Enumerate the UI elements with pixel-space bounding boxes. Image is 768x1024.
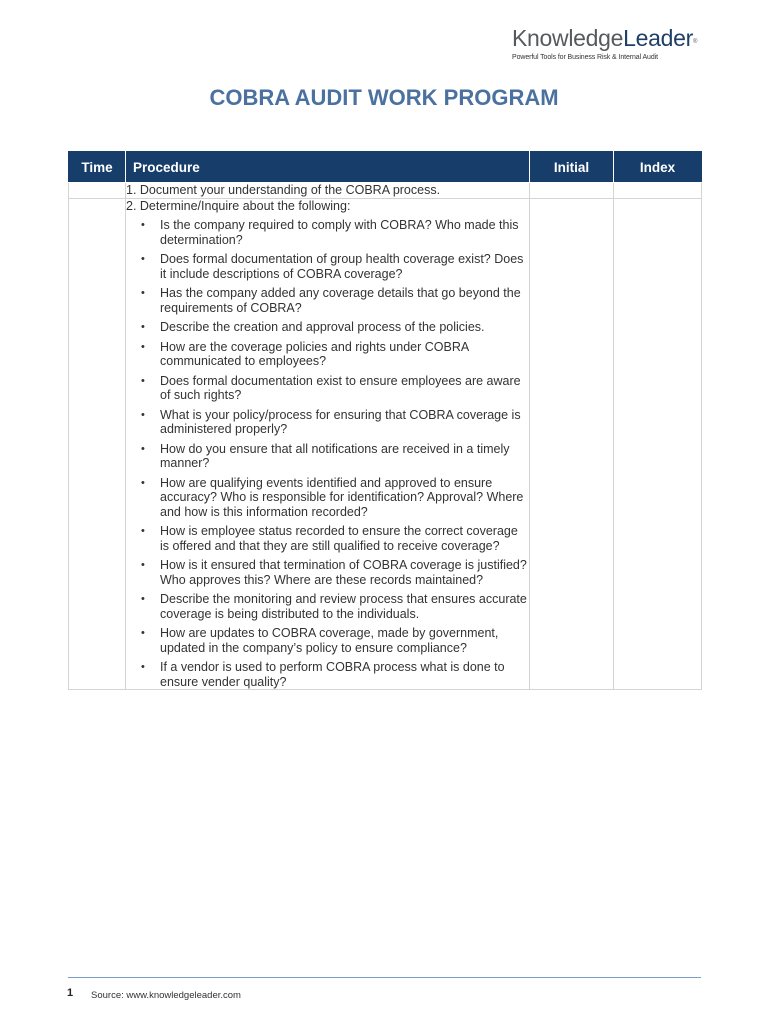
- list-item-text: How are updates to COBRA coverage, made by government, updated in the company’s policy to ensure compliance?: [160, 626, 499, 655]
- column-header-initial: Initial: [530, 152, 614, 183]
- list-item: [126, 442, 529, 471]
- bullet-dot: •: [141, 525, 145, 537]
- bullet-dot: •: [141, 627, 145, 639]
- index-cell[interactable]: [614, 183, 702, 199]
- list-item-text: What is your policy/process for ensuring that COBRA coverage is administered properly?: [160, 407, 521, 436]
- column-header-index: Index: [614, 152, 702, 183]
- list-item-text: If a vendor is used to perform COBRA process what is done to ensure vender quality?: [160, 660, 505, 689]
- bullet-dot: •: [141, 253, 145, 265]
- index-cell[interactable]: [614, 199, 702, 690]
- footer-divider: [68, 977, 701, 978]
- list-item-text: Is the company required to comply with COBRA? Who made this determination?: [160, 218, 519, 247]
- procedure-cell: [126, 183, 530, 199]
- list-item-text: How are the coverage policies and rights under COBRA communicated to employees?: [160, 339, 469, 368]
- initial-cell[interactable]: [530, 183, 614, 199]
- bullet-dot: •: [141, 559, 145, 571]
- column-header-time: Time: [69, 152, 126, 183]
- list-item: [126, 340, 529, 369]
- bullet-dot: •: [141, 593, 145, 605]
- list-item-text: Describe the monitoring and review process that ensures accurate coverage is being distributed to the individuals.: [160, 592, 527, 621]
- bullet-dot: •: [141, 340, 145, 353]
- table-row: [69, 199, 702, 690]
- list-item: [126, 218, 529, 247]
- list-item: [126, 320, 529, 335]
- page-number: 1: [67, 987, 74, 999]
- time-cell[interactable]: [69, 199, 126, 690]
- procedure-step-1: 1. Document your understanding of the COBRA process.: [126, 183, 441, 197]
- work-program-table: [68, 151, 702, 690]
- bullet-dot: •: [141, 321, 145, 333]
- bullet-dot: •: [141, 287, 145, 299]
- column-header-procedure: Procedure: [126, 152, 530, 183]
- inquiry-list: [126, 218, 529, 689]
- list-item-text: Does formal documentation exist to ensure employees are aware of such rights?: [160, 373, 521, 402]
- list-item-text: How do you ensure that all notifications are received in a timely manner?: [160, 441, 510, 470]
- table-row: [69, 183, 702, 199]
- list-item: [126, 592, 529, 621]
- list-item: [126, 524, 529, 553]
- list-item: [126, 408, 529, 437]
- bullet-dot: •: [141, 661, 145, 673]
- logo-registered-mark: ®: [692, 39, 698, 45]
- source-note: Source: www.knowledgeleader.com: [91, 990, 241, 1001]
- logo-word-leader: Leader: [623, 25, 693, 51]
- table-header-row: [69, 152, 702, 183]
- list-item: [126, 626, 529, 655]
- logo-word-knowledge: Knowledge: [512, 25, 624, 51]
- bullet-dot: •: [141, 374, 145, 387]
- list-item: [126, 286, 529, 315]
- document-title: COBRA AUDIT WORK PROGRAM: [209, 85, 559, 110]
- list-item-text: How are qualifying events identified and approved to ensure accuracy? Who is responsible for identification? Approval? Where and how is this information recorded?: [160, 475, 524, 519]
- procedure-step-2: 2. Determine/Inquire about the following:: [126, 199, 351, 213]
- logo-tagline: Powerful Tools for Business Risk & Internal Audit: [512, 54, 658, 61]
- logo-wordmark: [512, 24, 712, 52]
- list-item: [126, 252, 529, 281]
- list-item-text: Describe the creation and approval process of the policies.: [160, 320, 485, 334]
- list-item: [126, 476, 529, 520]
- initial-cell[interactable]: [530, 199, 614, 690]
- bullet-dot: •: [141, 408, 145, 421]
- list-item-text: How is employee status recorded to ensure the correct coverage is offered and that they are still qualified to receive coverage?: [160, 524, 518, 553]
- list-item: [126, 558, 529, 587]
- bullet-dot: •: [141, 476, 145, 489]
- list-item-text: Does formal documentation of group health coverage exist? Does it include descriptions of COBRA coverage?: [160, 252, 524, 281]
- time-cell[interactable]: [69, 183, 126, 199]
- list-item: [126, 374, 529, 403]
- list-item-text: How is it ensured that termination of COBRA coverage is justified? Who approves this? Where are these records maintained?: [160, 558, 527, 587]
- list-item-text: Has the company added any coverage details that go beyond the requirements of COBRA?: [160, 286, 521, 315]
- procedure-cell: [126, 199, 530, 690]
- knowledgeleader-logo: [512, 24, 712, 62]
- list-item: [126, 660, 529, 689]
- bullet-dot: •: [141, 219, 145, 231]
- bullet-dot: •: [141, 442, 145, 455]
